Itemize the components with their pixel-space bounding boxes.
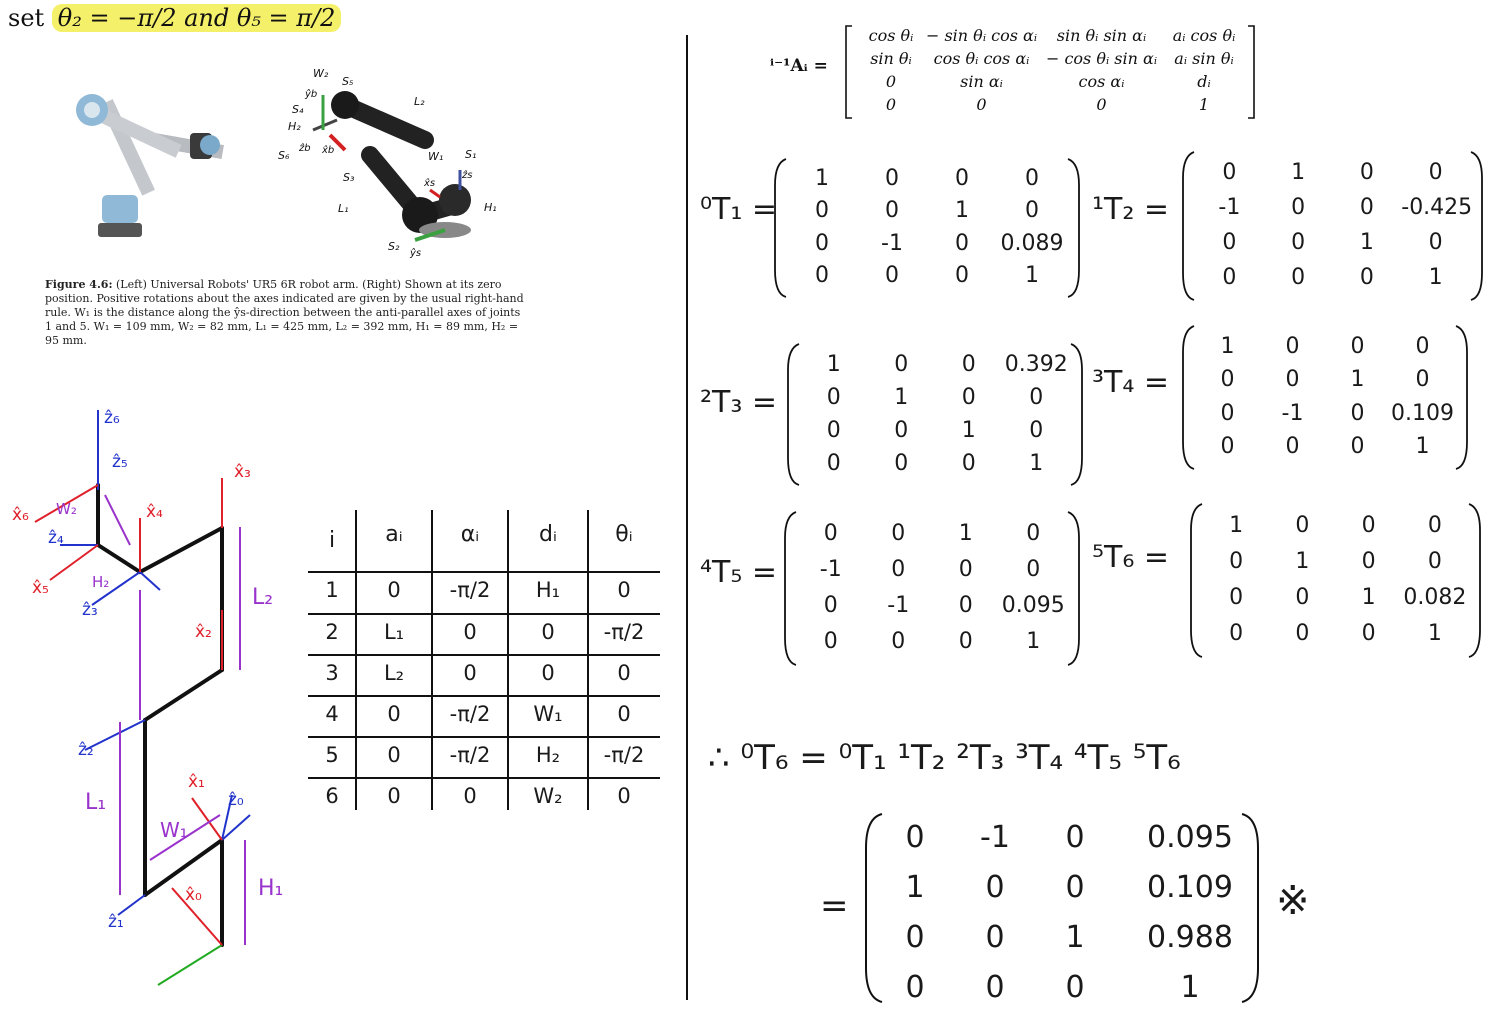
dh-cell: L₁ <box>383 620 405 644</box>
matrix-cell: 0 <box>826 450 841 476</box>
matrix-cell: 0 <box>1415 367 1430 393</box>
matrix-cell: 0 <box>1359 195 1374 221</box>
sketch-label-x0: x̂₀ <box>185 885 202 905</box>
dh-cell: 2 <box>325 620 339 644</box>
sketch-label-z0: ẑ₀ <box>228 790 244 810</box>
matrix-cell: -0.425 <box>1401 195 1473 221</box>
matrix-cell: 1 <box>894 384 909 410</box>
sketch-label-h1: H₁ <box>258 876 284 901</box>
matrix-cell: 1 <box>1295 549 1310 574</box>
dh-header-i: i <box>328 528 336 553</box>
dh-cell: W₁ <box>533 702 563 726</box>
general-cell: dᵢ <box>1197 72 1211 91</box>
vertical-divider <box>686 35 688 1000</box>
matrix-cell: 0 <box>1285 333 1300 359</box>
matrix-cell: 0 <box>1295 513 1310 538</box>
matrix-cell: 0 <box>815 230 829 256</box>
result-cell: 0 <box>905 820 925 855</box>
result-cell: 0 <box>905 970 925 1005</box>
matrix-cell: 0 <box>1220 367 1235 393</box>
dh-cell: 0 <box>463 620 477 644</box>
fig-label-xs: x̂s <box>424 178 436 189</box>
dh-cell: W₂ <box>533 784 563 808</box>
matrix-cell: 0 <box>961 351 976 377</box>
matrix-cell: -1 <box>819 557 842 582</box>
matrix-cell: 0 <box>958 629 973 654</box>
matrix-cell: 0 <box>1361 513 1376 538</box>
header-condition-text: θ₂ = −π/2 and θ₅ = π/2 <box>52 4 342 32</box>
matrix-cell: 0 <box>1026 521 1041 546</box>
dh-cell: 6 <box>325 784 339 808</box>
figure-caption <box>45 278 530 348</box>
fig-label-zb: ẑb <box>299 143 311 154</box>
sketch-label-x3: x̂₃ <box>234 462 251 482</box>
matrix-cell: 0 <box>1025 198 1039 224</box>
matrix-cell: 0 <box>815 262 829 288</box>
fig-label-xb: x̂b <box>322 145 335 156</box>
matrix-cell: 1 <box>1026 629 1041 654</box>
figure-caption-text: (Left) Universal Robots' UR5 6R robot arm. (Right) Shown at its zero position. Positive rotations about the axes indicated are given by the usual right-hand rule. W₁ is the distance along the ŷs-direction between the anti-parallel axes of joints 1 and 5. W₁ = 109 mm, W₂ = 82 mm, L₁ = 425 mm, L₂ = 392 mm, H₁ = 89 mm, H₂ = 95 mm. <box>45 278 524 347</box>
matrix-cell: 1 <box>1428 264 1443 290</box>
matrix-cell: 0 <box>826 417 841 443</box>
matrix-cell: 0 <box>1026 557 1041 582</box>
fig-label-s5: S₅ <box>342 75 354 88</box>
dh-cell: -π/2 <box>603 743 645 767</box>
matrix-cell: 0 <box>1295 621 1310 646</box>
dh-cell: 0 <box>463 661 477 685</box>
general-cell: cos αᵢ <box>1078 72 1125 91</box>
sketch-label-x5: x̂₅ <box>32 578 49 598</box>
matrix-cell: 0 <box>1285 434 1300 460</box>
general-matrix <box>760 22 1260 122</box>
dh-cell: 0 <box>617 784 631 808</box>
dh-cell: -π/2 <box>603 620 645 644</box>
result-cell: 0 <box>1065 820 1085 855</box>
matrix-cell: 0.109 <box>1391 400 1454 426</box>
matrix-cell: 0 <box>961 384 976 410</box>
matrix-cell: 0 <box>1427 549 1442 574</box>
dh-header-a: aᵢ <box>385 522 403 547</box>
matrix-cell: 1 <box>1415 434 1430 460</box>
conclusion-equation: ∴ ⁰T₆ = ⁰T₁ ¹T₂ ²T₃ ³T₄ ⁴T₅ ⁵T₆ <box>708 738 1181 778</box>
matrix-cell: 0 <box>885 198 899 224</box>
matrix-cell: 0 <box>955 166 969 192</box>
matrix-cell: 1 <box>1029 450 1044 476</box>
dh-header-d: dᵢ <box>539 522 557 547</box>
dh-cell: 0 <box>617 578 631 602</box>
dh-cell: H₂ <box>535 743 561 767</box>
general-cell: cos θᵢ cos αᵢ <box>933 49 1030 68</box>
dh-cell: 0 <box>541 620 555 644</box>
result-cell: -1 <box>980 820 1010 855</box>
matrix-cell: 0 <box>1415 333 1430 359</box>
matrix-cell: 1 <box>1359 229 1374 255</box>
matrix-cell: 0 <box>1295 585 1310 610</box>
matrix-cell: 0 <box>1350 434 1365 460</box>
dh-cell: L₂ <box>383 661 405 685</box>
matrix-cell: 1 <box>1291 160 1306 186</box>
dh-header-theta: θᵢ <box>615 522 633 547</box>
matrix-cell: 0 <box>1427 513 1442 538</box>
matrix-cell: -1 <box>1218 195 1241 221</box>
matrix-cell: 0 <box>823 521 838 546</box>
sketch-label-x1: x̂₁ <box>188 772 205 792</box>
matrix-cell: 0 <box>894 351 909 377</box>
matrix-cell: 0 <box>1222 264 1237 290</box>
matrix-cell: 0 <box>1229 585 1244 610</box>
matrix-cell: 0 <box>1361 621 1376 646</box>
result-cell: 1 <box>1065 920 1085 955</box>
sketch-label-x6: x̂₆ <box>12 505 29 525</box>
figure-caption-label: Figure 4.6: <box>45 278 113 291</box>
matrix-cell: 0 <box>885 262 899 288</box>
matrix-cell: 0 <box>1361 549 1376 574</box>
general-cell: aᵢ sin θᵢ <box>1174 49 1234 68</box>
sketch-label-x2: x̂₂ <box>195 622 212 642</box>
general-cell: − sin θᵢ cos αᵢ <box>925 26 1038 45</box>
dh-cell: H₁ <box>535 578 561 602</box>
matrix-cell: 0 <box>1359 160 1374 186</box>
general-cell: − cos θᵢ sin αᵢ <box>1045 49 1158 68</box>
matrix-cell: 0 <box>1029 384 1044 410</box>
dh-cell: 0 <box>617 661 631 685</box>
fig-label-ys: ŷs <box>410 248 422 259</box>
sketch-label-w2: W₂ <box>56 500 77 518</box>
sketch-label-x4: x̂₄ <box>146 502 163 522</box>
general-cell: aᵢ cos θᵢ <box>1172 26 1236 45</box>
fig-label-s3: S₃ <box>343 171 355 184</box>
matrix-cell: 0 <box>961 450 976 476</box>
fig-label-h2: H₂ <box>288 120 301 133</box>
general-cell: 0 <box>885 72 897 91</box>
dh-cell: 1 <box>325 578 339 602</box>
dh-cell: 0 <box>387 578 401 602</box>
matrix-cell: 1 <box>1427 621 1442 646</box>
result-cell: 0.988 <box>1147 920 1233 955</box>
matrix-label: ³T₄ = <box>1092 365 1170 400</box>
matrix-label: ⁰T₁ = <box>700 192 778 227</box>
matrix-label: ⁵T₆ = <box>1092 540 1170 575</box>
robot-photo <box>60 85 230 250</box>
conclusion-equals: = <box>820 886 849 926</box>
matrix-cell: 1 <box>961 417 976 443</box>
sketch-label-l2: L₂ <box>252 585 274 610</box>
dh-cell: 0 <box>463 784 477 808</box>
result-cell: 1 <box>1180 970 1200 1005</box>
general-cell: 0 <box>1096 95 1107 114</box>
matrix-cell: 1 <box>1220 333 1235 359</box>
matrix-cell: 0.089 <box>1000 230 1064 256</box>
header-prefix: set <box>8 4 52 32</box>
result-cell: 0 <box>905 920 925 955</box>
matrix-label: ⁴T₅ = <box>700 555 778 590</box>
matrix-cell: 0 <box>891 557 906 582</box>
fig-label-w1: W₁ <box>428 150 444 163</box>
matrix-cell: 0 <box>1229 621 1244 646</box>
sketch-label-z5: ẑ₅ <box>112 452 128 472</box>
result-cell: 0 <box>985 970 1005 1005</box>
dh-cell: 0 <box>387 784 401 808</box>
dh-cell: 0 <box>387 743 401 767</box>
matrix-cell: 1 <box>826 351 841 377</box>
sketch-label-z4: ẑ₄ <box>48 528 64 548</box>
matrix-cell: 0 <box>885 166 899 192</box>
matrix-cell: 1 <box>1361 585 1376 610</box>
fig-label-s1: S₁ <box>465 148 477 161</box>
matrix-cell: 0 <box>958 593 973 618</box>
matrix-cell: -1 <box>887 593 910 618</box>
matrix-cell: 0 <box>826 384 841 410</box>
matrix-cell: 0 <box>955 230 969 256</box>
dh-cell: -π/2 <box>449 702 491 726</box>
matrix-cell: 0 <box>894 417 909 443</box>
matrix-cell: 0.392 <box>1004 351 1068 377</box>
fig-label-yb: ŷb <box>305 89 318 100</box>
fig-label-s6: S₆ <box>278 149 290 162</box>
matrix-cell: 0 <box>1285 367 1300 393</box>
fig-label-s4: S₄ <box>292 103 304 116</box>
matrix-cell: 0 <box>1291 229 1306 255</box>
sketch-label-l1: L₁ <box>85 790 107 815</box>
matrix-cell: 0 <box>1359 264 1374 290</box>
sketch-label-z1: ẑ₁ <box>108 912 124 932</box>
frame-sketch <box>0 400 300 1000</box>
dh-cell: 0 <box>541 661 555 685</box>
general-cell: 1 <box>1198 95 1210 114</box>
matrix-cell: 0.082 <box>1403 585 1467 610</box>
dh-cell: 0 <box>617 702 631 726</box>
matrix-cell: 0 <box>1350 400 1365 426</box>
result-cell: 0 <box>985 920 1005 955</box>
general-cell: sin θᵢ <box>870 49 912 68</box>
fig-label-l2: L₂ <box>414 95 425 108</box>
matrix-cell: 0 <box>823 629 838 654</box>
fig-label-l1: L₁ <box>338 202 349 215</box>
matrix-cell: 0 <box>891 629 906 654</box>
matrix-cell: 0 <box>1291 195 1306 221</box>
matrix-cell: 1 <box>1350 367 1365 393</box>
general-cell: 0 <box>976 95 987 114</box>
fig-label-s2: S₂ <box>388 240 400 253</box>
fig-label-h1: H₁ <box>484 201 497 214</box>
matrix-cell: 0 <box>1229 549 1244 574</box>
matrix-label: ¹T₂ = <box>1092 192 1170 227</box>
general-cell: cos θᵢ <box>868 26 914 45</box>
matrix-cell: 1 <box>1229 513 1244 538</box>
general-cell: 0 <box>885 95 897 114</box>
matrix-cell: 1 <box>958 521 973 546</box>
matrix-cell: -1 <box>881 230 903 256</box>
matrix-cell: 0.095 <box>1001 593 1065 618</box>
dh-table <box>308 510 660 810</box>
sketch-label-h2: H₂ <box>92 573 110 591</box>
result-cell: 0.095 <box>1147 820 1233 855</box>
sketch-label-z6: ẑ₆ <box>104 408 120 428</box>
general-cell: sin αᵢ <box>960 72 1003 91</box>
result-cell: 0 <box>985 870 1005 905</box>
dh-cell: 5 <box>325 743 339 767</box>
sketch-label-z3: ẑ₃ <box>82 600 98 620</box>
matrix-cell: 0 <box>1222 229 1237 255</box>
matrix-cell: 1 <box>1025 262 1039 288</box>
general-lhs: ⁱ⁻¹Aᵢ = <box>770 56 828 76</box>
matrix-cell: -1 <box>1281 400 1304 426</box>
matrix-cell: 0 <box>1220 400 1235 426</box>
matrix-cell: 0 <box>891 521 906 546</box>
matrix-cell: 0 <box>958 557 973 582</box>
matrix-cell: 0 <box>894 450 909 476</box>
matrix-cell: 0 <box>955 262 969 288</box>
matrix-label: ²T₃ = <box>700 385 778 420</box>
matrix-cell: 0 <box>1025 166 1039 192</box>
matrix-cell: 0 <box>823 593 838 618</box>
matrix-cell: 0 <box>1350 333 1365 359</box>
conclusion-mark: ※ <box>1276 878 1310 924</box>
fig-label-w2: W₂ <box>313 67 329 80</box>
matrix-cell: 1 <box>815 166 829 192</box>
matrix-cell: 1 <box>955 198 969 224</box>
result-cell: 0 <box>1065 870 1085 905</box>
dh-cell: 3 <box>325 661 339 685</box>
result-cell: 1 <box>905 870 925 905</box>
dh-cell: 0 <box>387 702 401 726</box>
matrix-cell: 0 <box>1222 160 1237 186</box>
general-cell: sin θᵢ sin αᵢ <box>1056 26 1147 45</box>
sketch-label-w1: W₁ <box>160 818 188 842</box>
sketch-label-z2: ẑ₂ <box>78 740 94 760</box>
dh-cell: -π/2 <box>449 578 491 602</box>
matrix-cell: 0 <box>1428 160 1443 186</box>
matrix-cell: 0 <box>815 198 829 224</box>
result-cell: 0.109 <box>1147 870 1233 905</box>
header-condition <box>8 4 341 32</box>
matrix-cell: 0 <box>1220 434 1235 460</box>
matrix-cell: 0 <box>1029 417 1044 443</box>
fig-label-zs: ẑs <box>462 170 473 181</box>
matrix-cell: 0 <box>1428 229 1443 255</box>
dh-cell: -π/2 <box>449 743 491 767</box>
dh-cell: 4 <box>325 702 339 726</box>
dh-header-alpha: αᵢ <box>460 522 480 547</box>
matrix-cell: 0 <box>1291 264 1306 290</box>
result-cell: 0 <box>1065 970 1085 1005</box>
